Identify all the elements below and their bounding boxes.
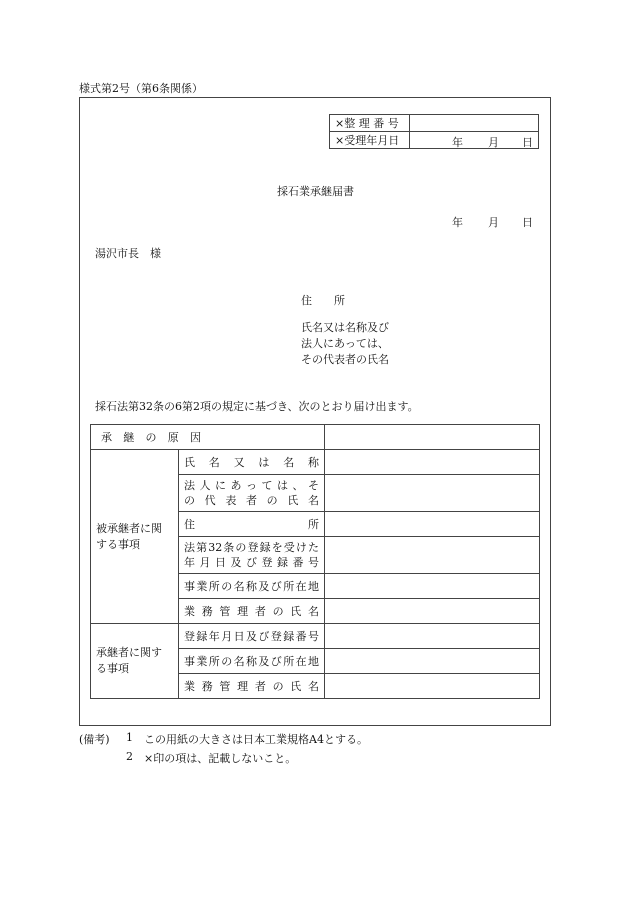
predecessor-name-field[interactable] [325, 450, 540, 475]
receipt-number-row [330, 115, 539, 132]
predecessor-group-label: 被承継者に関 する事項 [91, 450, 179, 624]
notes-label: (備考) [79, 733, 110, 746]
applicant-name-line2: 法人にあっては、 [301, 337, 389, 350]
applicant-name-line1: 氏名又は名称及び [301, 321, 389, 334]
successor-group-label: 承継者に関す る事項 [91, 624, 179, 699]
predecessor-manager-field[interactable] [325, 599, 540, 624]
applicant-address-label: 住 所 [301, 294, 345, 307]
receipt-date-field[interactable] [410, 132, 539, 149]
predecessor-name-row [91, 450, 540, 475]
note-2-text: ×印の項は、記載しないこと。 [144, 752, 297, 765]
predecessor-address-label: 住 所 [179, 512, 325, 537]
receipt-month-label: 月 [488, 136, 499, 149]
cause-row [91, 425, 540, 450]
form-number: 様式第2号（第6条関係） [79, 82, 203, 95]
predecessor-address-field[interactable] [325, 512, 540, 537]
note-2-number: 2 [126, 750, 133, 763]
date-day-label: 日 [522, 216, 533, 229]
receipt-table [329, 114, 539, 149]
cause-field[interactable] [325, 425, 540, 450]
predecessor-name-label: 氏 名 又 は 名 称 [179, 450, 325, 475]
applicant-name-label [301, 320, 389, 368]
successor-registration-row [91, 624, 540, 649]
date-month-label: 月 [488, 216, 499, 229]
predecessor-registration-field[interactable] [325, 537, 540, 574]
receipt-day-label: 日 [522, 136, 533, 149]
date-year-label: 年 [452, 216, 463, 229]
applicant-name-line3: その代表者の氏名 [301, 353, 389, 366]
receipt-year-label: 年 [452, 136, 463, 149]
successor-registration-label: 登録年月日及び登録番号 [179, 624, 325, 649]
statement: 採石法第32条の6第2項の規定に基づき、次のとおり届け出ます。 [95, 400, 419, 413]
predecessor-rep-label: 法人にあっては、そ の代表者の氏名 [179, 475, 325, 512]
receipt-date-row [330, 132, 539, 149]
note-1-number: 1 [126, 731, 133, 744]
receipt-number-field[interactable] [410, 115, 539, 132]
successor-office-field[interactable] [325, 649, 540, 674]
receipt-number-label: ×整 理 番 号 [330, 115, 410, 132]
successor-registration-field[interactable] [325, 624, 540, 649]
succession-table [90, 424, 540, 699]
successor-office-label: 事業所の名称及び所在地 [179, 649, 325, 674]
successor-manager-label: 業 務 管 理 者 の 氏 名 [179, 674, 325, 699]
predecessor-registration-label: 法第32条の登録を受けた 年月日及び登録番号 [179, 537, 325, 574]
predecessor-manager-label: 業 務 管 理 者 の 氏 名 [179, 599, 325, 624]
successor-manager-field[interactable] [325, 674, 540, 699]
addressee: 湯沢市長 様 [95, 247, 161, 260]
note-1-text: この用紙の大きさは日本工業規格A4とする。 [144, 733, 368, 746]
predecessor-rep-field[interactable] [325, 475, 540, 512]
predecessor-office-field[interactable] [325, 574, 540, 599]
document-title: 採石業承継届書 [277, 185, 354, 198]
cause-label: 承 継 の 原 因 [91, 425, 325, 450]
receipt-date-label: ×受理年月日 [330, 132, 410, 149]
predecessor-office-label: 事業所の名称及び所在地 [179, 574, 325, 599]
